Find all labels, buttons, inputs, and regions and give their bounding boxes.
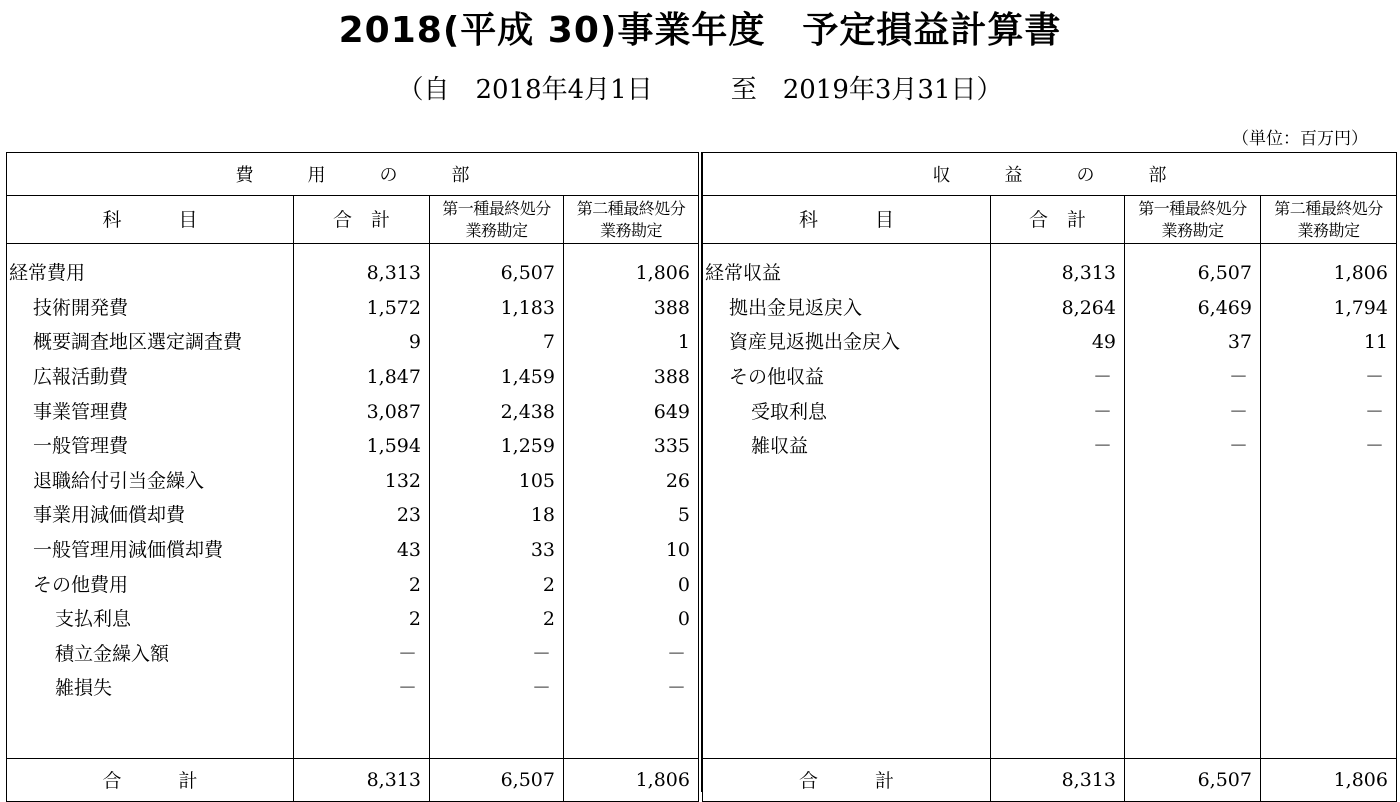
revenue-blank-cell xyxy=(703,637,991,672)
expense-total-type1: 6,507 xyxy=(430,758,564,801)
revenue-blank-row xyxy=(703,533,1397,568)
expense-total-value: 8,313 xyxy=(294,758,430,801)
expense-cell-total: 23 xyxy=(294,498,430,533)
expense-cell-type2: 26 xyxy=(564,464,699,499)
expense-type2-header-line1: 第二種最終処分 xyxy=(576,198,686,218)
revenue-blank-row xyxy=(703,567,1397,602)
revenue-blank-cell xyxy=(1125,464,1261,499)
revenue-cell-total: 49 xyxy=(991,325,1125,360)
revenue-row xyxy=(703,291,1397,326)
revenue-blank-cell xyxy=(991,533,1125,568)
revenue-spacer-cell xyxy=(703,706,991,759)
revenue-blank-row xyxy=(703,498,1397,533)
revenue-cell-type1: － xyxy=(1125,429,1261,464)
revenue-blank-cell xyxy=(1261,464,1397,499)
revenue-blank-cell xyxy=(1125,671,1261,706)
expense-row xyxy=(7,464,699,499)
revenue-section-heading: 収 益 の 部 xyxy=(703,153,1397,196)
revenue-blank-cell xyxy=(1261,637,1397,672)
expense-type1-header-line1: 第一種最終処分 xyxy=(442,198,551,218)
revenue-cell-name: 雑収益 xyxy=(703,429,991,464)
unit-note: （単位：百万円） xyxy=(1232,129,1368,149)
expense-cell-type2: 0 xyxy=(564,567,699,602)
revenue-row xyxy=(703,244,1397,291)
revenue-type1-header-line1: 第一種最終処分 xyxy=(1138,198,1247,218)
revenue-row xyxy=(703,429,1397,464)
expense-row xyxy=(7,360,699,395)
revenue-cell-type1: 6,507 xyxy=(1125,244,1261,291)
expense-cell-type2: 10 xyxy=(564,533,699,568)
expense-cell-type2: 388 xyxy=(564,360,699,395)
revenue-blank-cell xyxy=(703,567,991,602)
expense-row xyxy=(7,533,699,568)
revenue-blank-cell xyxy=(703,464,991,499)
revenue-total-label: 合 計 xyxy=(703,758,991,801)
revenue-row xyxy=(703,394,1397,429)
expense-cell-type1: 1,183 xyxy=(430,291,564,326)
expense-cell-name: その他費用 xyxy=(7,567,294,602)
expense-spacer-row xyxy=(7,706,699,759)
expense-cell-total: 9 xyxy=(294,325,430,360)
revenue-cell-type1: － xyxy=(1125,360,1261,395)
expense-cell-total: 1,572 xyxy=(294,291,430,326)
expense-cell-type1: 18 xyxy=(430,498,564,533)
revenue-blank-cell xyxy=(703,533,991,568)
expense-cell-type2: － xyxy=(564,637,699,672)
expense-type2-header-line2: 業務勘定 xyxy=(599,220,662,240)
expense-cell-type2: 649 xyxy=(564,394,699,429)
expense-section-heading: 費 用 の 部 xyxy=(7,153,699,196)
revenue-blank-cell xyxy=(991,671,1125,706)
revenue-cell-total: － xyxy=(991,394,1125,429)
revenue-blank-row xyxy=(703,602,1397,637)
expense-cell-type1: 105 xyxy=(430,464,564,499)
expense-row xyxy=(7,567,699,602)
revenue-cell-type2: 11 xyxy=(1261,325,1397,360)
revenue-blank-cell xyxy=(991,637,1125,672)
revenue-blank-cell xyxy=(1261,533,1397,568)
revenue-cell-total: － xyxy=(991,429,1125,464)
revenue-cell-type2: 1,794 xyxy=(1261,291,1397,326)
expense-cell-type1: 6,507 xyxy=(430,244,564,291)
revenue-spacer-cell xyxy=(991,706,1125,759)
revenue-blank-cell xyxy=(703,498,991,533)
revenue-total-type1: 6,507 xyxy=(1125,758,1261,801)
expense-cell-type2: 5 xyxy=(564,498,699,533)
expense-cell-type2: 0 xyxy=(564,602,699,637)
expense-cell-type2: 1 xyxy=(564,325,699,360)
expense-total-header: 合 計 xyxy=(294,196,430,244)
revenue-rows xyxy=(703,244,1397,759)
expense-cell-type1: － xyxy=(430,671,564,706)
revenue-total-type2: 1,806 xyxy=(1261,758,1397,801)
revenue-blank-cell xyxy=(1261,602,1397,637)
expense-cell-name: 支払利息 xyxy=(7,602,294,637)
expense-rows xyxy=(7,244,699,759)
expense-spacer-cell xyxy=(564,706,699,759)
revenue-cell-type2: － xyxy=(1261,394,1397,429)
revenue-total-row xyxy=(703,758,1397,801)
revenue-type2-header-line2: 業務勘定 xyxy=(1297,220,1360,240)
revenue-blank-cell xyxy=(703,671,991,706)
revenue-blank-row xyxy=(703,637,1397,672)
revenue-type2-header-line1: 第二種最終処分 xyxy=(1274,198,1383,218)
revenue-row xyxy=(703,360,1397,395)
expense-row xyxy=(7,244,699,291)
expense-cell-type2: 335 xyxy=(564,429,699,464)
revenue-cell-name: 拠出金見返戻入 xyxy=(703,291,991,326)
revenue-cell-type1: 6,469 xyxy=(1125,291,1261,326)
document-title: 2018(平成 30)事業年度 予定損益計算書 xyxy=(338,10,1062,51)
expense-cell-total: 8,313 xyxy=(294,244,430,291)
expense-cell-name: 一般管理費 xyxy=(7,429,294,464)
revenue-blank-row xyxy=(703,671,1397,706)
revenue-blank-cell xyxy=(1125,498,1261,533)
revenue-blank-cell xyxy=(991,602,1125,637)
expense-row xyxy=(7,671,699,706)
expense-cell-type2: 1,806 xyxy=(564,244,699,291)
revenue-blank-cell xyxy=(1125,637,1261,672)
expense-cell-type1: 1,259 xyxy=(430,429,564,464)
expense-cell-name: 積立金繰入額 xyxy=(7,637,294,672)
expense-row xyxy=(7,637,699,672)
expense-cell-total: 132 xyxy=(294,464,430,499)
revenue-blank-cell xyxy=(991,567,1125,602)
revenue-cell-type2: － xyxy=(1261,429,1397,464)
expense-spacer-cell xyxy=(294,706,430,759)
revenue-blank-cell xyxy=(1125,567,1261,602)
revenue-cell-type1: － xyxy=(1125,394,1261,429)
revenue-blank-cell xyxy=(703,602,991,637)
expense-item-header: 科 目 xyxy=(7,196,294,244)
expense-cell-type1: － xyxy=(430,637,564,672)
expense-cell-total: － xyxy=(294,671,430,706)
expense-cell-name: 広報活動費 xyxy=(7,360,294,395)
revenue-blank-cell xyxy=(991,464,1125,499)
revenue-spacer-row xyxy=(703,706,1397,759)
income-statement-sheet xyxy=(6,152,1396,792)
expense-cell-total: 43 xyxy=(294,533,430,568)
expense-type1-header xyxy=(430,196,564,244)
revenue-cell-total: 8,313 xyxy=(991,244,1125,291)
expense-cell-name: 経常費用 xyxy=(7,244,294,291)
expense-cell-name: 退職給付引当金繰入 xyxy=(7,464,294,499)
expense-row xyxy=(7,291,699,326)
expense-cell-total: 1,594 xyxy=(294,429,430,464)
expense-row xyxy=(7,325,699,360)
expense-cell-name: 雑損失 xyxy=(7,671,294,706)
revenue-blank-cell xyxy=(1125,533,1261,568)
revenue-cell-type2: － xyxy=(1261,360,1397,395)
expense-cell-type1: 2 xyxy=(430,567,564,602)
expense-cell-type1: 33 xyxy=(430,533,564,568)
revenue-type1-header xyxy=(1125,196,1261,244)
expense-cell-total: － xyxy=(294,637,430,672)
revenue-blank-cell xyxy=(1261,498,1397,533)
expense-total-row xyxy=(7,758,699,801)
expense-table xyxy=(6,152,699,802)
revenue-cell-name: 経常収益 xyxy=(703,244,991,291)
expense-cell-type2: － xyxy=(564,671,699,706)
revenue-total-header: 合 計 xyxy=(991,196,1125,244)
expense-cell-total: 2 xyxy=(294,567,430,602)
expense-spacer-cell xyxy=(7,706,294,759)
revenue-cell-name: 資産見返拠出金戻入 xyxy=(703,325,991,360)
expense-row xyxy=(7,602,699,637)
expense-cell-total: 1,847 xyxy=(294,360,430,395)
expense-row xyxy=(7,498,699,533)
expense-cell-type2: 388 xyxy=(564,291,699,326)
fiscal-period: （自 2018年4月1日 至 2019年3月31日） xyxy=(397,75,1003,105)
revenue-blank-cell xyxy=(991,498,1125,533)
expense-type1-header-line2: 業務勘定 xyxy=(465,220,528,240)
revenue-cell-type2: 1,806 xyxy=(1261,244,1397,291)
expense-total-label: 合 計 xyxy=(7,758,294,801)
revenue-spacer-cell xyxy=(1261,706,1397,759)
revenue-table xyxy=(702,152,1397,802)
expense-cell-type1: 2 xyxy=(430,602,564,637)
expense-cell-name: 一般管理用減価償却費 xyxy=(7,533,294,568)
revenue-blank-cell xyxy=(1125,602,1261,637)
revenue-blank-cell xyxy=(1261,567,1397,602)
revenue-blank-row xyxy=(703,464,1397,499)
expense-spacer-cell xyxy=(430,706,564,759)
expense-cell-name: 事業管理費 xyxy=(7,394,294,429)
revenue-item-header: 科 目 xyxy=(703,196,991,244)
revenue-cell-name: その他収益 xyxy=(703,360,991,395)
expense-row xyxy=(7,429,699,464)
revenue-cell-name: 受取利息 xyxy=(703,394,991,429)
revenue-row xyxy=(703,325,1397,360)
expense-cell-name: 技術開発費 xyxy=(7,291,294,326)
expense-cell-total: 2 xyxy=(294,602,430,637)
revenue-type1-header-line2: 業務勘定 xyxy=(1161,220,1224,240)
expense-row xyxy=(7,394,699,429)
expense-cell-type1: 1,459 xyxy=(430,360,564,395)
expense-cell-type1: 2,438 xyxy=(430,394,564,429)
revenue-cell-total: 8,264 xyxy=(991,291,1125,326)
expense-cell-name: 事業用減価償却費 xyxy=(7,498,294,533)
revenue-blank-cell xyxy=(1261,671,1397,706)
expense-total-type2: 1,806 xyxy=(564,758,699,801)
revenue-total-value: 8,313 xyxy=(991,758,1125,801)
expense-cell-total: 3,087 xyxy=(294,394,430,429)
revenue-type2-header xyxy=(1261,196,1397,244)
expense-type2-header xyxy=(564,196,699,244)
expense-cell-name: 概要調査地区選定調査費 xyxy=(7,325,294,360)
revenue-cell-total: － xyxy=(991,360,1125,395)
revenue-cell-type1: 37 xyxy=(1125,325,1261,360)
expense-cell-type1: 7 xyxy=(430,325,564,360)
revenue-spacer-cell xyxy=(1125,706,1261,759)
